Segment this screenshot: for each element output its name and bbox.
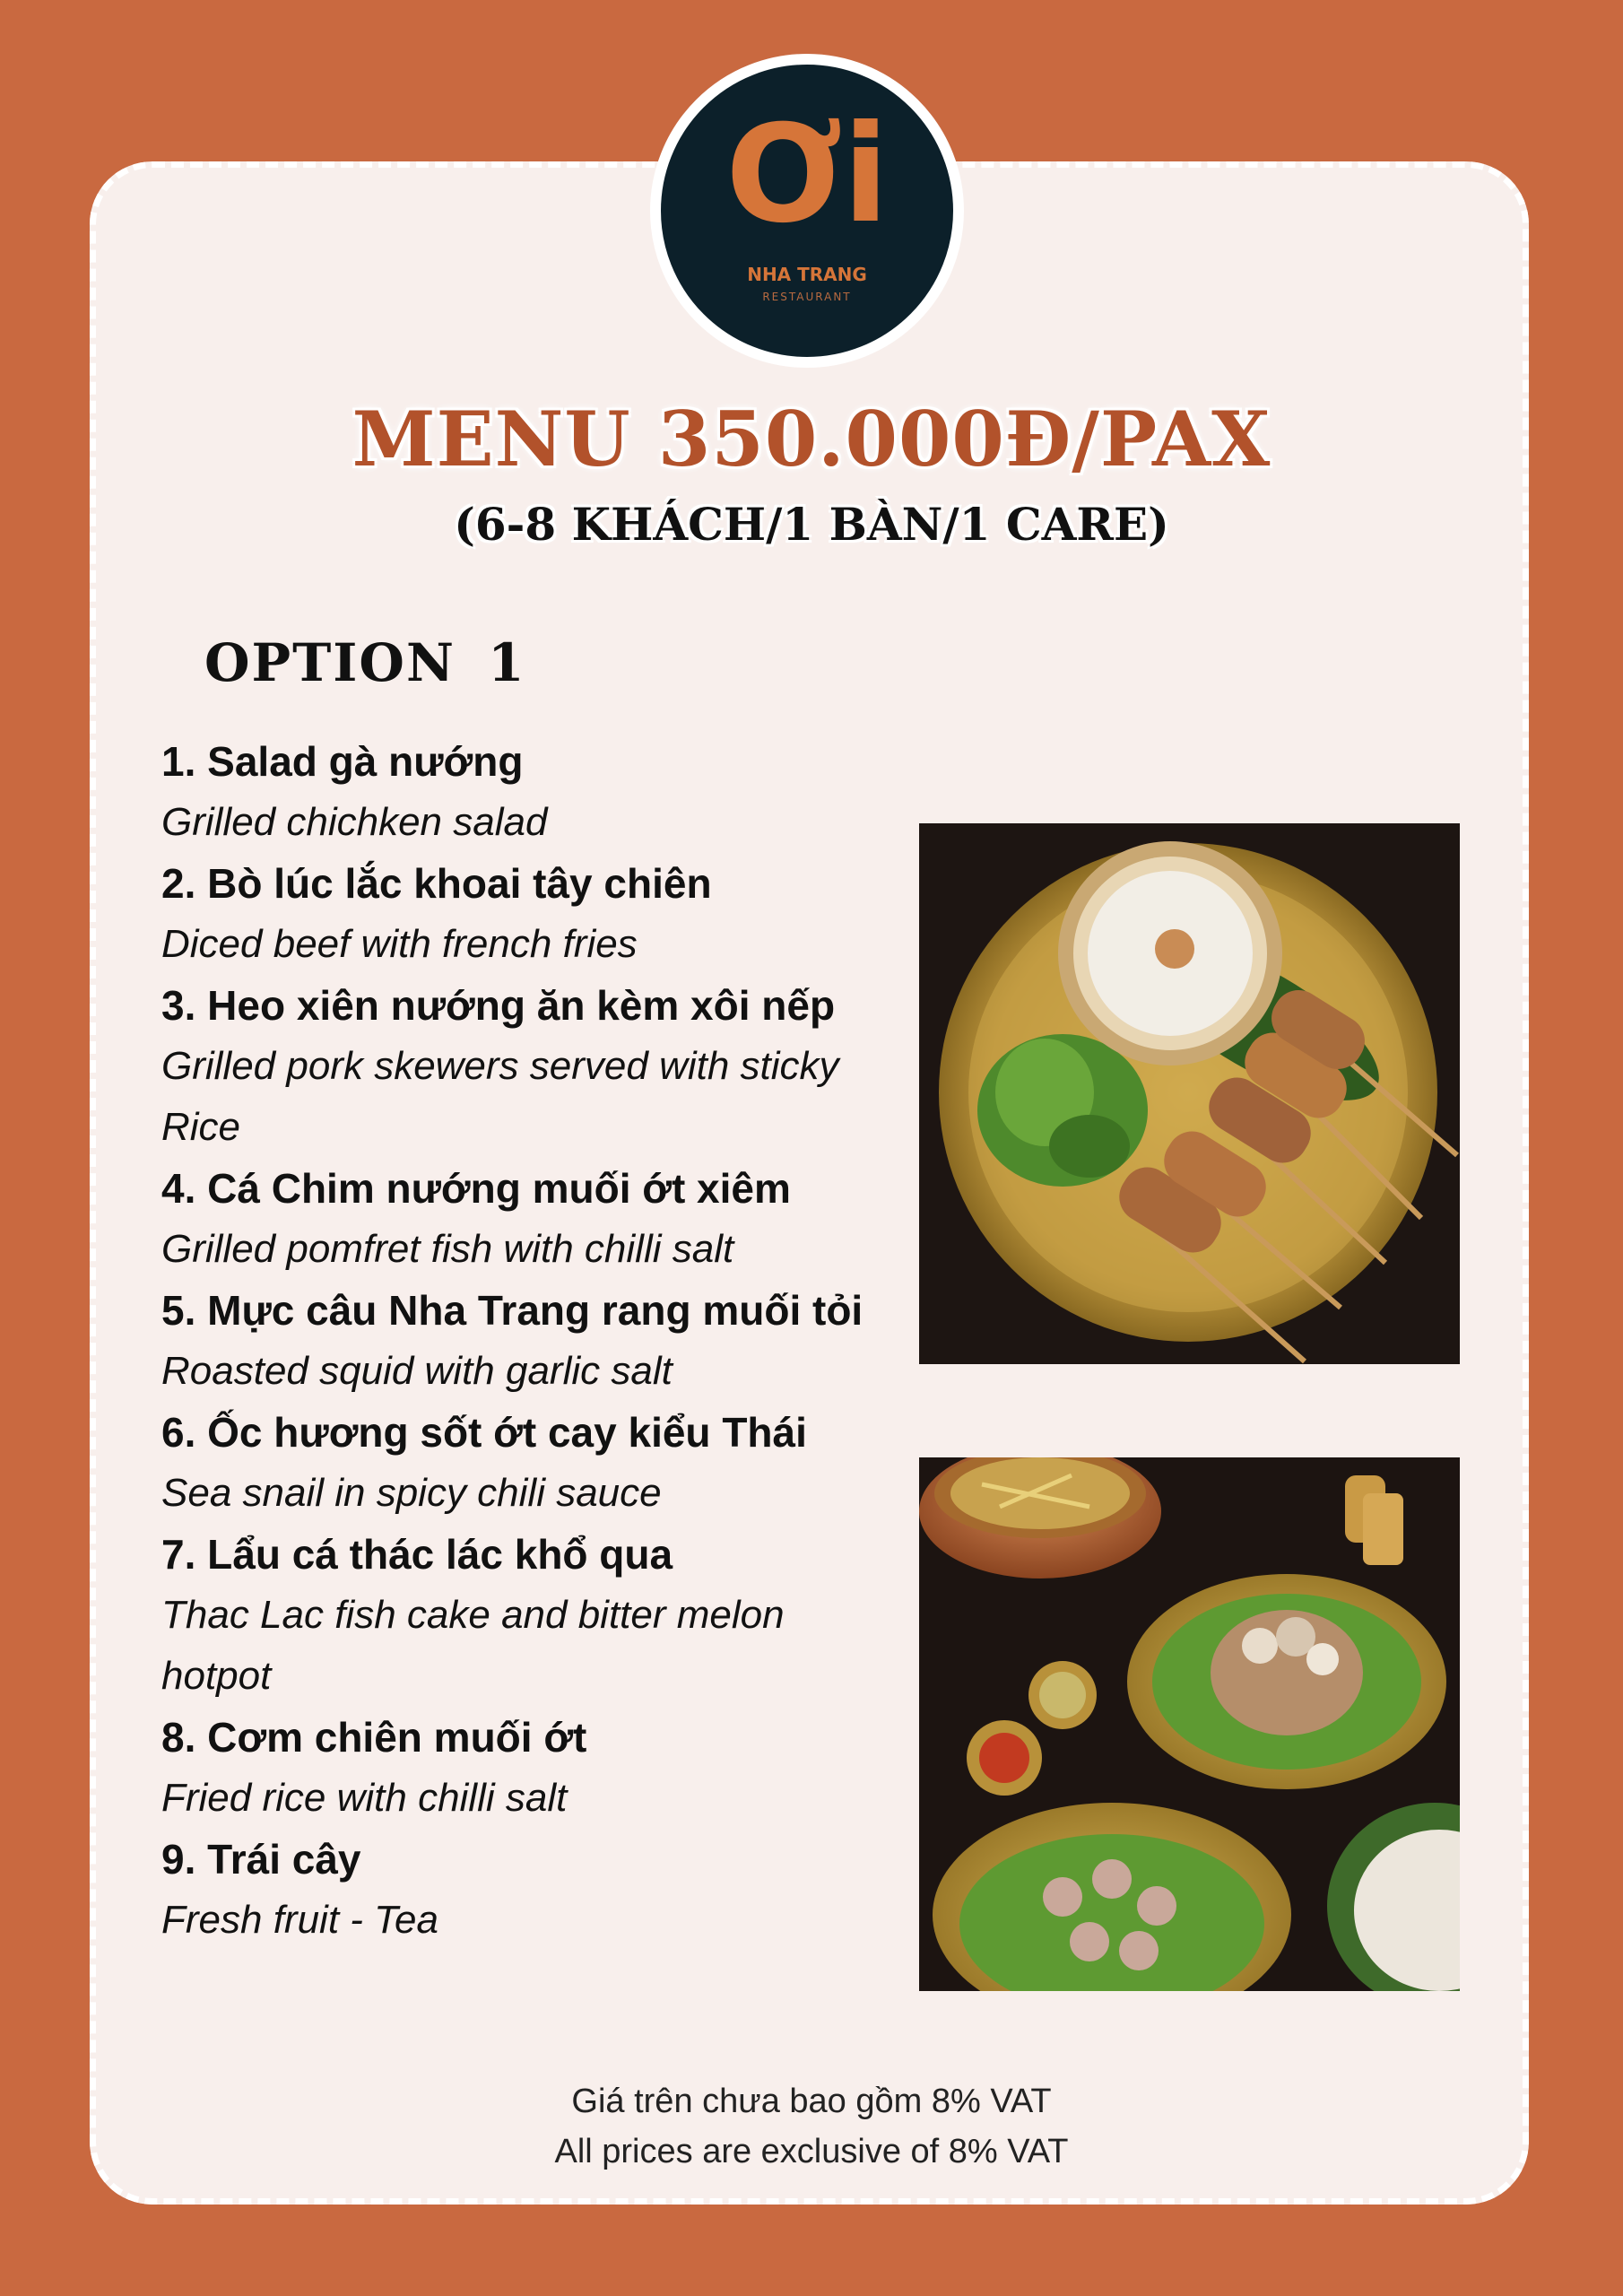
menu-item-name: 9. Trái cây: [161, 1836, 361, 1883]
menu-item-name: 2. Bò lúc lắc khoai tây chiên: [161, 860, 712, 907]
menu-item-translation: Grilled pomfret fish with chilli salt: [161, 1227, 734, 1271]
vat-note-english: All prices are exclusive of 8% VAT: [554, 2133, 1069, 2170]
menu-item-name: 3. Heo xiên nướng ăn kèm xôi nếp: [161, 982, 836, 1029]
menu-item: [161, 1829, 915, 1951]
menu-item: [161, 975, 915, 1158]
menu-item: [161, 1707, 915, 1829]
menu-item-translation: Thac Lac fish cake and bitter melon hotpot: [161, 1593, 785, 1698]
option-heading: OPTION 1: [204, 632, 526, 693]
menu-item-translation: Diced beef with french fries: [161, 922, 638, 966]
menu-title: MENU 350.000Đ/PAX: [352, 395, 1271, 483]
menu-item-translation: Fried rice with chilli salt: [161, 1776, 568, 1820]
menu-item: [161, 853, 915, 975]
pork-skewers-photo: [919, 823, 1460, 1364]
menu-item: [161, 731, 915, 853]
logo-mark: Ơi: [725, 97, 890, 253]
menu-item-translation: Grilled pork skewers served with sticky Rice: [161, 1044, 839, 1149]
logo-tagline: RESTAURANT: [762, 291, 852, 303]
menu-item-name: 5. Mực câu Nha Trang rang muối tỏi: [161, 1287, 864, 1334]
menu-item-translation: Grilled chichken salad: [161, 800, 548, 844]
menu-item: [161, 1280, 915, 1402]
logo-name: NHA TRANG: [747, 264, 867, 285]
menu-subtitle: (6-8 KHÁCH/1 BÀN/1 CARE): [454, 498, 1169, 551]
menu-item: [161, 1402, 915, 1524]
menu-item: [161, 1524, 915, 1707]
menu-item-name: 6. Ốc hương sốt ớt cay kiểu Thái: [161, 1409, 807, 1456]
menu-item-name: 8. Cơm chiên muối ớt: [161, 1714, 587, 1761]
menu-items-list: [161, 731, 915, 1951]
hotpot-illustration: [919, 1457, 1460, 1991]
pork-skewers-illustration: [919, 823, 1460, 1364]
menu-item-name: 4. Cá Chim nướng muối ớt xiêm: [161, 1165, 791, 1212]
menu-item-translation: Fresh fruit - Tea: [161, 1898, 438, 1942]
menu-item-name: 7. Lẩu cá thác lác khổ qua: [161, 1531, 673, 1578]
menu-item-translation: Sea snail in spicy chili sauce: [161, 1471, 662, 1515]
hotpot-photo: [919, 1457, 1460, 1991]
menu-item-translation: Roasted squid with garlic salt: [161, 1349, 673, 1393]
vat-note-vietnamese: Giá trên chưa bao gồm 8% VAT: [571, 2083, 1052, 2120]
restaurant-logo: [650, 54, 964, 368]
menu-item: [161, 1158, 915, 1280]
menu-item-name: 1. Salad gà nướng: [161, 738, 524, 785]
